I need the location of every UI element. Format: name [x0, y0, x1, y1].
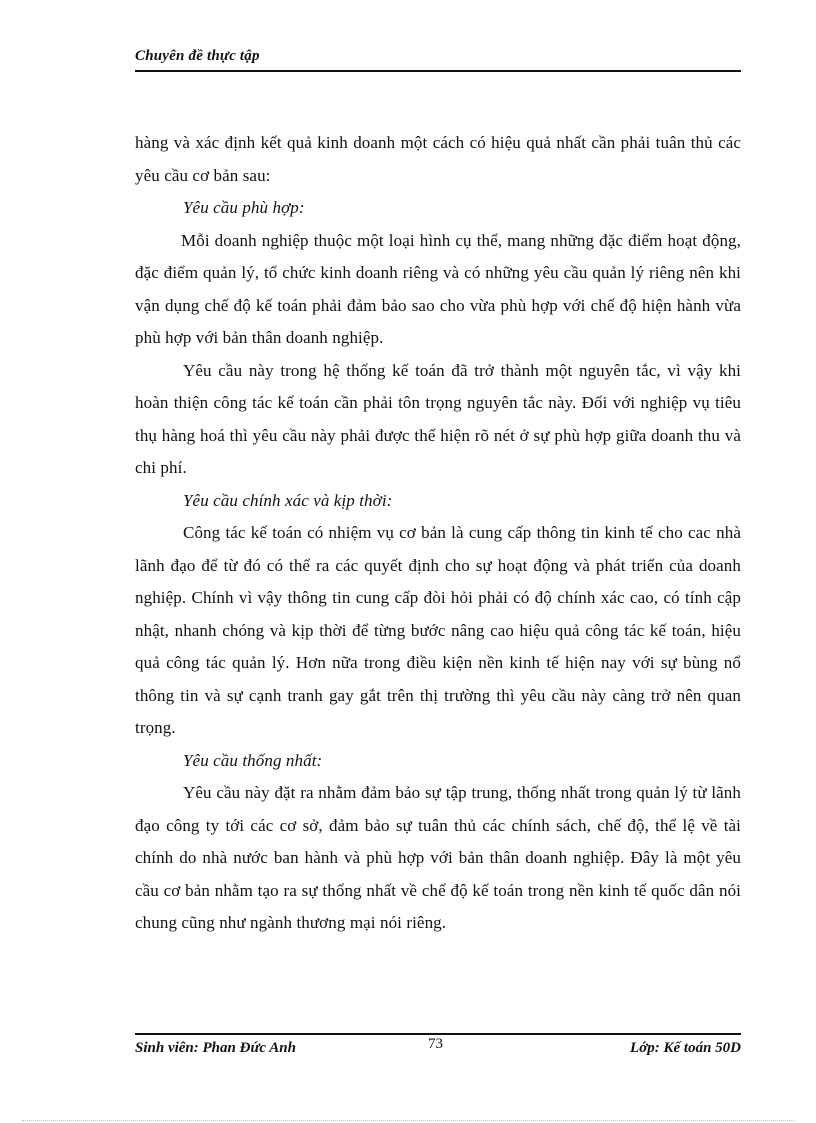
subheading-suitability: Yêu cầu phù hợp:: [183, 198, 305, 217]
paragraph-intro: hàng và xác định kết quả kinh doanh một cách có hiệu quả nhất cần phải tuân thủ các yêu cầu cơ bản sau:: [135, 133, 741, 185]
subheading-accuracy: Yêu cầu chính xác và kịp thời:: [183, 490, 393, 510]
paragraph-consistency: Yêu cầu này đặt ra nhằm đảm bảo sự tập trung, thống nhất trong quản lý từ lãnh đạo công ty tới các cơ sở, đảm bảo sự tuân thủ các chính sách, chế độ, thể lệ về tài chính do nhà nước ban hành và phù hợp với bản thân doanh nghiệp. Đây là một yêu cầu cơ bản nhằm tạo ra sự thống nhất về chế độ kế toán trong nền kinh tế quốc dân nói chung cũng như ngành thương mại nói riêng.: [135, 783, 741, 932]
paragraph-principle: Yêu cầu này trong hệ thống kế toán đã trở thành một nguyên tắc, vì vậy khi hoàn thiện công tác kế toán cần phải tôn trọng nguyên tắc này. Đối với nghiệp vụ tiêu thụ hàng hoá thì yêu cầu này phải được thể hiện rõ nét ở sự phù hợp giữa doanh thu và chi phí.: [135, 360, 741, 477]
paragraph-accuracy: Công tác kế toán có nhiệm vụ cơ bản là cung cấp thông tin kinh tế cho cac nhà lãnh đạo để từ đó có thể ra các quyết định cho sự hoạt động và phát triển của doanh nghiệp. Chính vì vậy thông tin cung cấp đòi hỏi phải có độ chính xác cao, có tính cập nhật, nhanh chóng và kịp thời để từng bước nâng cao hiệu quả công tác kế toán, hiệu quả công tác quản lý. Hơn nữa trong điều kiện nền kinh tế hiện nay với sự bùng nổ thông tin và sự cạnh tranh gay gắt trên thị trường thì yêu cầu này càng trở nên quan trọng.: [135, 523, 741, 737]
page-header: [135, 46, 741, 72]
document-body: [135, 127, 741, 940]
page-number: 73: [428, 1036, 443, 1052]
header-title: Chuyên đề thực tập: [135, 48, 260, 64]
footer-class: Lớp: Kế toán 50D: [630, 1040, 741, 1056]
page-footer: [135, 1033, 741, 1061]
page-edge-divider: [22, 1120, 794, 1121]
subheading-consistency: Yêu cầu thống nhất:: [183, 750, 323, 770]
paragraph-suitability: Mỗi doanh nghiệp thuộc một loại hình cụ thể, mang những đặc điểm hoạt động, đặc điểm quản lý, tổ chức kinh doanh riêng và có những yêu cầu quản lý riêng nên khi vận dụng chế độ kế toán phải đảm bảo sao cho vừa phù hợp với chế độ hiện hành vừa phù hợp với bản thân doanh nghiệp.: [135, 230, 741, 347]
footer-student: Sinh viên: Phan Đức Anh: [135, 1040, 296, 1056]
